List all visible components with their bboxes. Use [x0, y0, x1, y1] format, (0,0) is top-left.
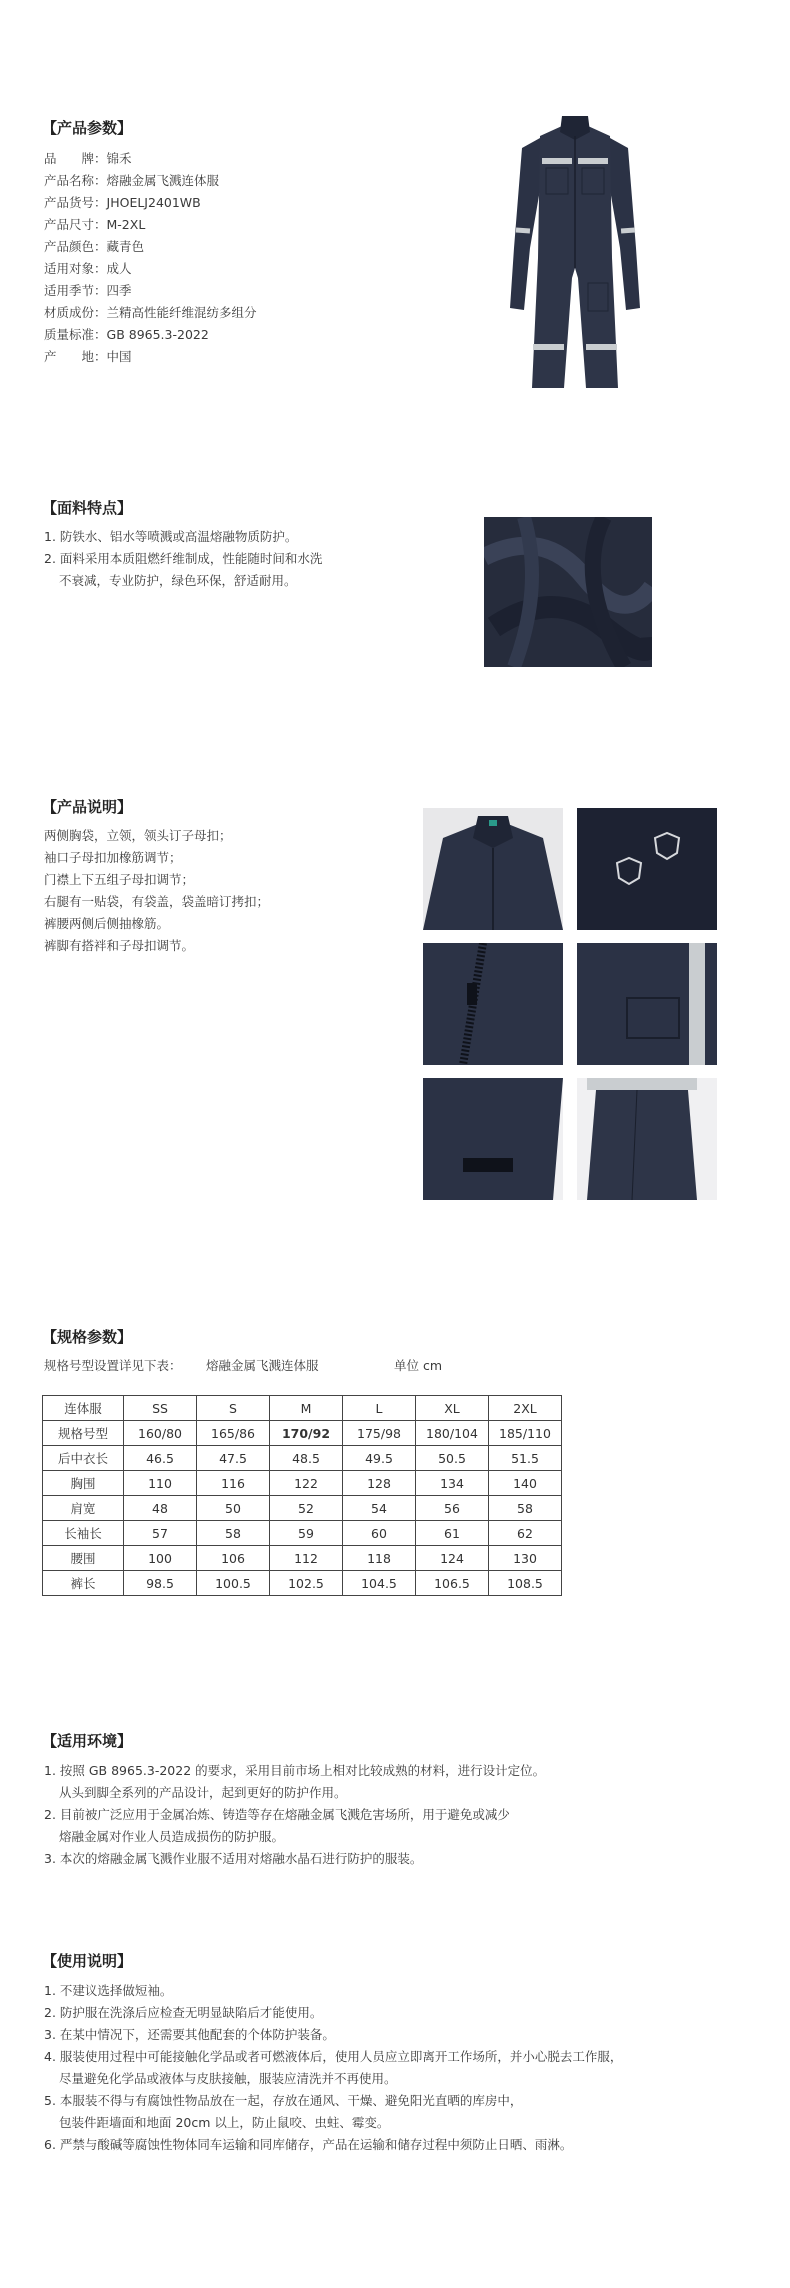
- description-list: [44, 825, 269, 957]
- table-cell: SS: [124, 1396, 197, 1421]
- table-cell: 裤长: [43, 1571, 124, 1596]
- table-cell: 100: [124, 1546, 197, 1571]
- usage-line: 1. 不建议选择做短袖。: [44, 1983, 173, 1998]
- detail-collar-image: [423, 808, 563, 930]
- detail-pocket-image: [577, 943, 717, 1065]
- table-row: [43, 1546, 562, 1571]
- section-title-usage: 【使用说明】: [42, 1952, 133, 1970]
- table-cell: 118: [343, 1546, 416, 1571]
- table-cell: 108.5: [489, 1571, 562, 1596]
- param-label: 材质成份：: [44, 305, 107, 320]
- table-row: [43, 1446, 562, 1471]
- param-row: [44, 148, 257, 170]
- environment-list: [44, 1760, 545, 1870]
- section-title-spec: 【规格参数】: [42, 1328, 133, 1346]
- table-cell: 106: [197, 1546, 270, 1571]
- param-row: [44, 324, 257, 346]
- param-label: 产品货号：: [44, 195, 107, 210]
- table-cell: 肩宽: [43, 1496, 124, 1521]
- table-cell: 122: [270, 1471, 343, 1496]
- section-title-fabric: 【面料特点】: [42, 499, 133, 517]
- table-cell: 98.5: [124, 1571, 197, 1596]
- table-cell: XL: [416, 1396, 489, 1421]
- param-value: JHOELJ2401WB: [106, 195, 201, 210]
- size-spec-table: [42, 1395, 562, 1596]
- table-cell: 128: [343, 1471, 416, 1496]
- table-cell: 腰围: [43, 1546, 124, 1571]
- param-row: [44, 214, 257, 236]
- table-cell: 106.5: [416, 1571, 489, 1596]
- description-line: 两侧胸袋，立领，领头订子母扣；: [44, 828, 232, 843]
- description-line: 裤腰两侧后侧抽橡筋。: [44, 916, 170, 931]
- table-cell: 49.5: [343, 1446, 416, 1471]
- table-cell: 51.5: [489, 1446, 562, 1471]
- param-row: [44, 346, 257, 368]
- table-cell: 124: [416, 1546, 489, 1571]
- detail-cuff-image: [423, 1078, 563, 1200]
- table-cell: 50: [197, 1496, 270, 1521]
- usage-line: 6. 严禁与酸碱等腐蚀性物体同车运输和同库储存，产品在运输和储存过程中须防止日晒、雨淋。: [44, 2137, 573, 2152]
- param-value: 藏青色: [106, 239, 145, 254]
- environment-line: 熔融金属对作业人员造成损伤的防护服。: [59, 1829, 285, 1844]
- table-cell: M: [270, 1396, 343, 1421]
- param-row: [44, 192, 257, 214]
- table-cell: 175/98: [343, 1421, 416, 1446]
- param-row: [44, 236, 257, 258]
- spec-unit: 单位 cm: [394, 1358, 443, 1373]
- table-cell: 长袖长: [43, 1521, 124, 1546]
- param-row: [44, 302, 257, 324]
- param-value: 中国: [106, 349, 132, 364]
- usage-list: [44, 1980, 622, 2156]
- section-title-environment: 【适用环境】: [42, 1732, 133, 1750]
- param-label: 产 地：: [44, 349, 107, 364]
- table-cell: 47.5: [197, 1446, 270, 1471]
- table-cell: 160/80: [124, 1421, 197, 1446]
- table-cell: 165/86: [197, 1421, 270, 1446]
- table-cell: 58: [489, 1496, 562, 1521]
- params-list: [44, 148, 257, 368]
- fabric-closeup-image: [484, 517, 652, 667]
- usage-line: 4. 服装使用过程中可能接触化学品或者可燃液体后，使用人员应立即离开工作场所，并小心脱去工作服，: [44, 2049, 623, 2064]
- param-label: 适用对象：: [44, 261, 107, 276]
- param-value: M-2XL: [106, 217, 146, 232]
- description-line: 袖口子母扣加橡筋调节；: [44, 850, 182, 865]
- usage-line: 包装件距墙面和地面 20cm 以上，防止鼠咬、虫蛀、霉变。: [59, 2115, 390, 2130]
- environment-line: 从头到脚全系列的产品设计，起到更好的防护作用。: [59, 1785, 347, 1800]
- param-label: 产品名称：: [44, 173, 107, 188]
- description-line: 裤脚有搭袢和子母扣调节。: [44, 938, 195, 953]
- table-cell: 61: [416, 1521, 489, 1546]
- section-title-description: 【产品说明】: [42, 798, 133, 816]
- table-cell: 130: [489, 1546, 562, 1571]
- table-row: [43, 1571, 562, 1596]
- usage-line: 2. 防护服在洗涤后应检查无明显缺陷后才能使用。: [44, 2005, 323, 2020]
- table-cell: S: [197, 1396, 270, 1421]
- param-label: 产品颜色：: [44, 239, 107, 254]
- table-header-row: [43, 1396, 562, 1421]
- table-cell: 胸围: [43, 1471, 124, 1496]
- param-label: 质量标准：: [44, 327, 107, 342]
- table-cell: 56: [416, 1496, 489, 1521]
- environment-line: 2. 目前被广泛应用于金属冶炼、铸造等存在熔融金属飞溅危害场所，用于避免或减少: [44, 1807, 510, 1822]
- detail-leg-image: [577, 1078, 717, 1200]
- fabric-line: 不衰减，专业防护，绿色环保，舒适耐用。: [59, 573, 297, 588]
- table-cell: 50.5: [416, 1446, 489, 1471]
- table-cell: 100.5: [197, 1571, 270, 1596]
- table-row: [43, 1496, 562, 1521]
- param-label: 产品尺寸：: [44, 217, 107, 232]
- table-cell: 48: [124, 1496, 197, 1521]
- description-line: 门襟上下五组子母扣调节；: [44, 872, 195, 887]
- environment-line: 1. 按照 GB 8965.3-2022 的要求，采用目前市场上相对比较成熟的材料，进行设计定位。: [44, 1763, 546, 1778]
- table-row: [43, 1521, 562, 1546]
- param-value: 成人: [106, 261, 132, 276]
- table-row: [43, 1471, 562, 1496]
- fabric-list: [44, 526, 322, 592]
- table-cell: 58: [197, 1521, 270, 1546]
- param-value: GB 8965.3-2022: [106, 327, 209, 342]
- table-cell: 116: [197, 1471, 270, 1496]
- usage-line: 3. 在某中情况下，还需要其他配套的个体防护装备。: [44, 2027, 335, 2042]
- table-cell: 60: [343, 1521, 416, 1546]
- detail-badge-image: [577, 808, 717, 930]
- table-cell: 46.5: [124, 1446, 197, 1471]
- param-value: 熔融金属飞溅连体服: [106, 173, 220, 188]
- table-cell: 52: [270, 1496, 343, 1521]
- environment-line: 3. 本次的熔融金属飞溅作业服不适用对熔融水晶石进行防护的服装。: [44, 1851, 423, 1866]
- table-cell: 62: [489, 1521, 562, 1546]
- table-cell: 140: [489, 1471, 562, 1496]
- table-cell: 54: [343, 1496, 416, 1521]
- table-cell: 2XL: [489, 1396, 562, 1421]
- detail-zipper-image: [423, 943, 563, 1065]
- table-cell: 170/92: [270, 1421, 343, 1446]
- param-value: 兰精高性能纤维混纺多组分: [106, 305, 257, 320]
- usage-line: 尽量避免化学品或液体与皮肤接触，服装应清洗并不再使用。: [59, 2071, 397, 2086]
- param-row: [44, 258, 257, 280]
- table-cell: 185/110: [489, 1421, 562, 1446]
- spec-intro: 规格号型设置详见下表：: [44, 1358, 182, 1373]
- table-cell: 112: [270, 1546, 343, 1571]
- param-row: [44, 280, 257, 302]
- table-cell: 110: [124, 1471, 197, 1496]
- table-cell: 48.5: [270, 1446, 343, 1471]
- param-value: 锦禾: [106, 151, 132, 166]
- fabric-line: 1. 防铁水、铝水等喷溅或高温熔融物质防护。: [44, 529, 298, 544]
- table-header-row: [43, 1421, 562, 1446]
- table-cell: L: [343, 1396, 416, 1421]
- table-cell: 59: [270, 1521, 343, 1546]
- param-label: 适用季节：: [44, 283, 107, 298]
- description-line: 右腿有一贴袋，有袋盖，袋盖暗订拷扣；: [44, 894, 270, 909]
- fabric-line: 2. 面料采用本质阻燃纤维制成，性能随时间和水洗: [44, 551, 323, 566]
- param-row: [44, 170, 257, 192]
- table-cell: 102.5: [270, 1571, 343, 1596]
- table-cell: 104.5: [343, 1571, 416, 1596]
- section-title-params: 【产品参数】: [42, 119, 133, 137]
- param-label: 品 牌：: [44, 151, 107, 166]
- table-cell: 连体服: [43, 1396, 124, 1421]
- spec-product-name: 熔融金属飞溅连体服: [206, 1358, 319, 1373]
- table-cell: 规格号型: [43, 1421, 124, 1446]
- coverall-product-image: [500, 108, 650, 398]
- table-cell: 134: [416, 1471, 489, 1496]
- table-cell: 180/104: [416, 1421, 489, 1446]
- table-cell: 57: [124, 1521, 197, 1546]
- table-cell: 后中衣长: [43, 1446, 124, 1471]
- usage-line: 5. 本服装不得与有腐蚀性物品放在一起，存放在通风、干燥、避免阳光直晒的库房中，: [44, 2093, 523, 2108]
- param-value: 四季: [106, 283, 132, 298]
